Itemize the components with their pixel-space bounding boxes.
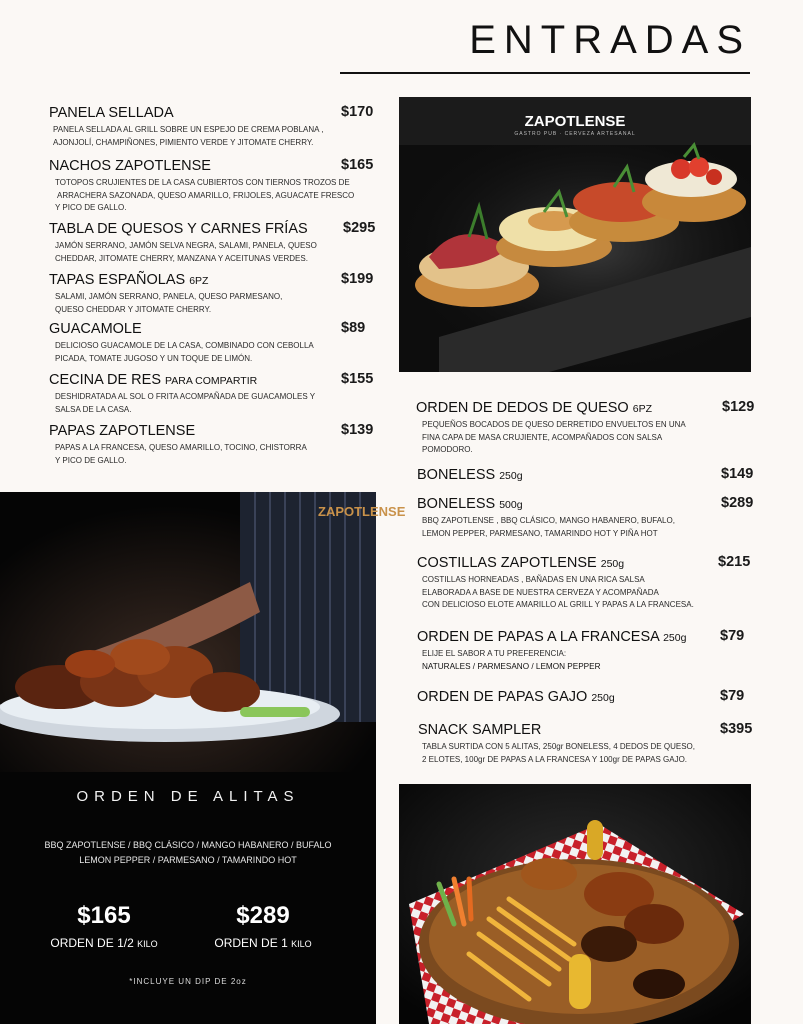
item-desc-line: Y PICO DE GALLO. [55, 455, 127, 465]
wings-photo [0, 492, 376, 772]
item-desc-line: ARRACHERA SAZONADA, QUESO AMARILLO, FRIJOLES, AGUACATE FRESCO [57, 190, 355, 200]
item-name: GUACAMOLE [49, 321, 142, 337]
item-desc-line: ELIJE EL SABOR A TU PREFERENCIA: [422, 649, 567, 658]
wings-title: ORDEN DE ALITAS [76, 788, 300, 805]
flavor-options: NATURALES / PARMESANO / LEMON PEPPER [422, 661, 601, 671]
item-desc-line: DESHIDRATADA AL SOL O FRITA ACOMPAÑADA DE GUACAMOLES Y [55, 392, 316, 401]
item-price: $139 [341, 422, 374, 438]
menu-item-guacamole [49, 320, 374, 365]
item-desc-line: Y PICO DE GALLO. [55, 203, 127, 212]
item-name: CECINA DE RES PARA COMPARTIR [49, 372, 258, 388]
item-name: PAPAS ZAPOTLENSE [49, 423, 196, 439]
item-price: $89 [341, 320, 366, 336]
sampler-illustration [399, 784, 751, 1024]
item-name: BONELESS 250g [417, 467, 523, 483]
item-name: SNACK SAMPLER [418, 722, 542, 738]
item-desc-line: COSTILLAS HORNEADAS , BAÑADAS EN UNA RICA SALSA [422, 575, 645, 584]
item-desc-line: CHEDDAR, JITOMATE CHERRY, MANZANA Y ACEITUNAS VERDES. [55, 253, 308, 263]
sauces-line: BBQ ZAPOTLENSE / BBQ CLÁSICO / MANGO HABANERO / BUFALO [44, 840, 332, 850]
menu-item-papas-gajo [417, 688, 757, 708]
wings-price-full: $289 [236, 902, 290, 929]
item-desc-line: SALSA DE LA CASA. [55, 404, 132, 414]
item-price: $170 [341, 104, 374, 120]
wings-order-half: ORDEN DE 1/2 KILO [50, 936, 158, 950]
item-name: ORDEN DE DEDOS DE QUESO 6PZ [416, 400, 652, 416]
tapas-illustration [399, 97, 751, 372]
item-desc-line: PAPAS A LA FRANCESA, QUESO AMARILLO, TOCINO, CHISTORRA [55, 443, 307, 452]
apron-logo: ZAPOTLENSE [318, 504, 406, 519]
item-desc-line: SALAMI, JAMÓN SERRANO, PANELA, QUESO PARMESANO, [55, 292, 283, 301]
item-desc-line: TOTOPOS CRUJIENTES DE LA CASA CUBIERTOS CON TIERNOS TROZOS DE [55, 178, 350, 187]
item-price: $149 [721, 466, 754, 482]
item-name: TAPAS ESPAÑOLAS 6PZ [49, 272, 209, 288]
title-divider [340, 72, 750, 74]
logo: ZAPOTLENSE [524, 113, 626, 130]
item-price: $295 [343, 220, 376, 236]
item-desc-line: PANELA SELLADA AL GRILL SOBRE UN ESPEJO DE CREMA POBLANA , [53, 125, 324, 134]
item-price: $79 [720, 628, 745, 644]
menu-item-cecina [49, 371, 374, 416]
item-price: $155 [341, 371, 374, 387]
item-name: ORDEN DE PAPAS A LA FRANCESA 250g [417, 629, 687, 645]
item-desc-line: PEQUEÑOS BOCADOS DE QUESO DERRETIDO ENVUELTOS EN UNA [422, 420, 686, 429]
item-desc-line: TABLA SURTIDA CON 5 ALITAS, 250gr BONELESS, 4 DEDOS DE QUESO, [422, 742, 695, 751]
item-name: COSTILLAS ZAPOTLENSE 250g [417, 555, 625, 571]
item-desc-line: AJONJOLÍ, CHAMPIÑONES, PIMIENTO VERDE Y JITOMATE CHERRY. [53, 137, 314, 147]
dip-note: *INCLUYE UN DIP DE 2oz [129, 977, 247, 986]
item-desc-line: ELABORADA A BASE DE NUESTRA CERVEZA Y ACOMPAÑADA [422, 587, 659, 597]
menu-item-snack-sampler [418, 721, 758, 766]
wings-price-half: $165 [77, 902, 131, 929]
item-desc-line: FINA CAPA DE MASA CRUJIENTE, ACOMPAÑADOS CON SALSA [422, 432, 663, 442]
item-price: $165 [341, 157, 374, 173]
item-desc-line: PICADA, TOMATE JUGOSO Y UN TOQUE DE LIMÓN. [55, 353, 253, 363]
item-price: $289 [721, 495, 754, 511]
menu-item-panela-sellada [49, 104, 374, 149]
menu-item-tapas [49, 271, 374, 316]
item-price: $215 [718, 554, 751, 570]
item-desc-line: BBQ ZAPOTLENSE , BBQ CLÁSICO, MANGO HABANERO, BUFALO, [422, 516, 675, 525]
menu-item-tabla-quesos [49, 220, 379, 265]
item-desc-line: LEMON PEPPER, PARMESANO, TAMARINDO HOT Y PIÑA HOT [422, 528, 658, 538]
menu-item-boneless-500 [417, 495, 757, 540]
item-desc-line: POMODORO. [422, 445, 473, 454]
item-name: TABLA DE QUESOS Y CARNES FRÍAS [49, 221, 308, 237]
menu-item-dedos-queso [416, 399, 756, 457]
sampler-photo [399, 784, 751, 1024]
sauces-line: LEMON PEPPER / PARMESANO / TAMARINDO HOT [79, 855, 297, 865]
wings-sauces [0, 838, 376, 868]
item-price: $79 [720, 688, 745, 704]
menu-item-papas-zapotlense [49, 422, 374, 467]
item-price: $199 [341, 271, 374, 287]
logo-tagline: GASTRO PUB · CERVEZA ARTESANAL [514, 131, 636, 137]
menu-item-boneless-250 [417, 466, 757, 486]
item-desc-line: 2 ELOTES, 100gr DE PAPAS A LA FRANCESA Y 100gr DE PAPAS GAJO. [422, 754, 688, 764]
item-name: BONELESS 500g [417, 496, 523, 512]
item-name: NACHOS ZAPOTLENSE [49, 158, 211, 174]
item-name: PANELA SELLADA [49, 105, 174, 121]
item-desc-line: DELICIOSO GUACAMOLE DE LA CASA, COMBINADO CON CEBOLLA [55, 341, 314, 350]
wings-panel [0, 492, 406, 1024]
menu-item-costillas [417, 554, 757, 612]
wings-order-full: ORDEN DE 1 KILO [214, 936, 312, 950]
item-desc-line: JAMÓN SERRANO, JAMÓN SELVA NEGRA, SALAMI, PANELA, QUESO [55, 241, 317, 250]
page-title: ENTRADAS [469, 18, 751, 62]
item-desc-line: QUESO CHEDDAR Y JITOMATE CHERRY. [55, 304, 212, 314]
item-name: ORDEN DE PAPAS GAJO 250g [417, 689, 615, 705]
item-price: $129 [722, 399, 755, 415]
menu-item-papas-francesa [417, 628, 757, 673]
tapas-photo [399, 97, 751, 372]
item-desc-line: CON DELICIOSO ELOTE AMARILLO AL GRILL Y PAPAS A LA FRANCESA. [422, 600, 694, 609]
item-price: $395 [720, 721, 753, 737]
menu-item-nachos [49, 157, 374, 215]
